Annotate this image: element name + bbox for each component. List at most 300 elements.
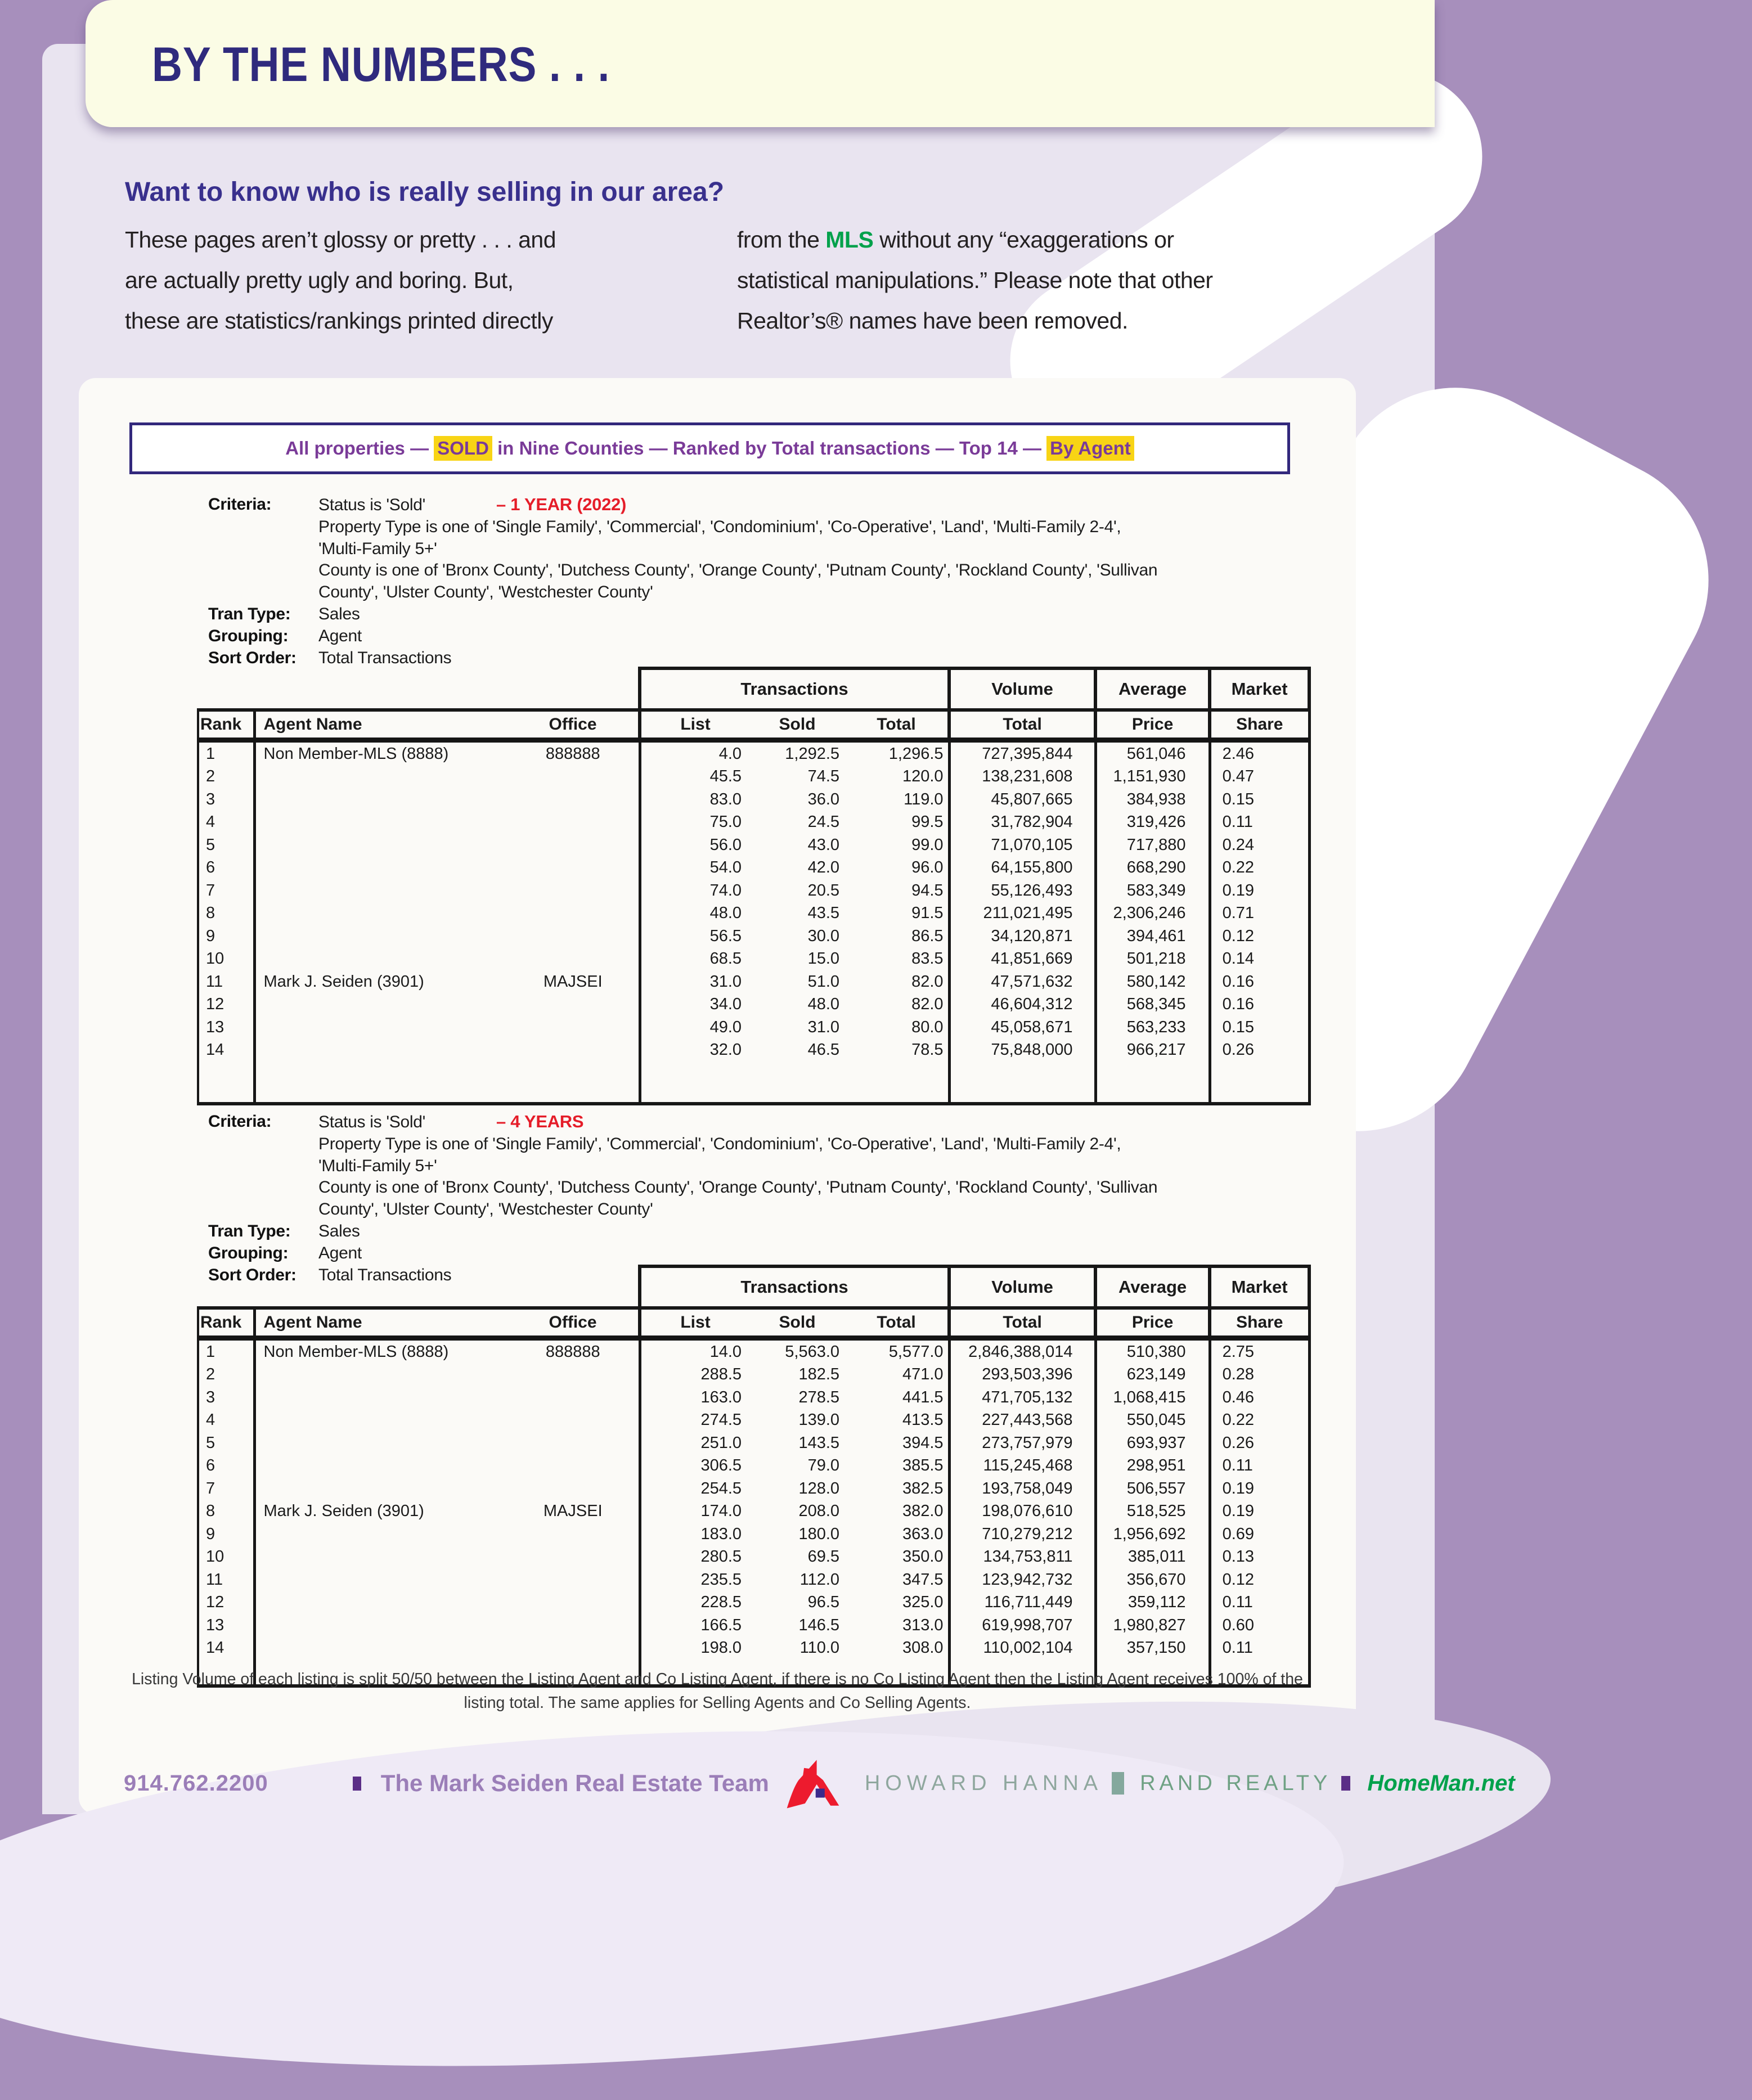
report-panel bbox=[79, 378, 1515, 1814]
tran-type-value: Sales bbox=[318, 604, 360, 623]
report-banner: All properties — SOLD in Nine Counties — Ranked by Total transactions — Top 14 — By Agent bbox=[129, 422, 1290, 474]
sold-cell: 43.0 bbox=[807, 835, 840, 854]
col-header-agent-name: Agent Name bbox=[254, 710, 507, 740]
table-row bbox=[198, 1591, 1309, 1615]
total-cell: 82.0 bbox=[911, 972, 944, 991]
price-cell: 561,046 bbox=[1095, 740, 1210, 766]
rank-cell: 8 bbox=[198, 1500, 254, 1523]
office-cell bbox=[507, 1364, 640, 1387]
phone-number: 914.762.2200 bbox=[124, 1770, 268, 1796]
col-header-rank: Rank bbox=[198, 710, 254, 740]
price-cell: 668,290 bbox=[1095, 857, 1210, 880]
share-cell: 0.22 bbox=[1210, 857, 1309, 880]
agent-name-cell bbox=[254, 902, 507, 925]
volume-cell: 46,604,312 bbox=[949, 993, 1095, 1017]
col-header-price: Price bbox=[1095, 1308, 1210, 1338]
price-cell: 298,951 bbox=[1095, 1455, 1210, 1478]
price-cell: 1,956,692 bbox=[1095, 1523, 1210, 1546]
criteria-label: Criteria: bbox=[208, 1112, 272, 1131]
volume-cell: 211,021,495 bbox=[949, 902, 1095, 925]
agent-name-cell bbox=[254, 1591, 507, 1615]
share-cell: 0.13 bbox=[1210, 1546, 1309, 1569]
criteria-county: County is one of 'Bronx County', 'Dutchess County', 'Orange County', 'Putnam County', 'Rockland County', 'Sullivan bbox=[318, 561, 1158, 580]
price-cell: 501,218 bbox=[1095, 948, 1210, 971]
agent-name-cell bbox=[254, 857, 507, 880]
table-row bbox=[198, 1432, 1309, 1455]
table-row bbox=[198, 1338, 1309, 1364]
footnote-line: listing total. The same applies for Selling Agents and Co Selling Agents. bbox=[464, 1694, 971, 1712]
share-cell: 0.26 bbox=[1210, 1432, 1309, 1455]
volume-cell: 273,757,979 bbox=[949, 1432, 1095, 1455]
price-cell: 1,068,415 bbox=[1095, 1386, 1210, 1409]
volume-cell: 31,782,904 bbox=[949, 811, 1095, 834]
group-header-volume: Volume bbox=[949, 668, 1095, 710]
rank-cell: 13 bbox=[198, 1614, 254, 1637]
col-header-rank: Rank bbox=[198, 1308, 254, 1338]
criteria-county: County', 'Ulster County', 'Westchester County' bbox=[318, 1200, 653, 1219]
share-cell: 0.11 bbox=[1210, 1591, 1309, 1615]
table-row bbox=[198, 834, 1309, 857]
sold-cell: 1,292.5 bbox=[785, 744, 840, 763]
list-cell: 74.0 bbox=[640, 879, 749, 902]
list-cell: 183.0 bbox=[640, 1523, 749, 1546]
rankings-table-4-years bbox=[197, 1265, 1311, 1688]
share-cell: 0.11 bbox=[1210, 1455, 1309, 1478]
highlight-by-agent: By Agent bbox=[1046, 436, 1134, 461]
col-header-agent-name: Agent Name bbox=[254, 1308, 507, 1338]
share-cell: 2.46 bbox=[1210, 740, 1309, 766]
list-cell: 4.0 bbox=[640, 740, 749, 766]
volume-cell: 193,758,049 bbox=[949, 1477, 1095, 1500]
group-header-volume: Volume bbox=[949, 1266, 1095, 1308]
criteria-block-1 bbox=[208, 494, 1157, 669]
share-cell: 0.46 bbox=[1210, 1386, 1309, 1409]
volume-cell: 55,126,493 bbox=[949, 879, 1095, 902]
sold-cell: 128.0 bbox=[798, 1479, 840, 1498]
sold-cell: 30.0 bbox=[807, 927, 840, 945]
share-cell: 0.14 bbox=[1210, 948, 1309, 971]
sold-cell: 51.0 bbox=[807, 972, 840, 991]
agent-name-cell bbox=[254, 1614, 507, 1637]
square-separator-icon bbox=[353, 1777, 361, 1791]
list-cell: 174.0 bbox=[640, 1500, 749, 1523]
col-header-list: List bbox=[640, 710, 749, 740]
list-cell: 163.0 bbox=[640, 1386, 749, 1409]
list-cell: 68.5 bbox=[640, 948, 749, 971]
criteria-label: Criteria: bbox=[208, 495, 272, 514]
share-cell: 0.11 bbox=[1210, 1637, 1309, 1660]
grouping-label: Grouping: bbox=[208, 1243, 289, 1262]
list-cell: 288.5 bbox=[640, 1364, 749, 1387]
price-cell: 359,112 bbox=[1095, 1591, 1210, 1615]
price-cell: 568,345 bbox=[1095, 993, 1210, 1017]
rank-cell: 2 bbox=[198, 766, 254, 789]
criteria-period: – 4 YEARS bbox=[496, 1112, 584, 1131]
office-cell bbox=[507, 925, 640, 948]
volume-cell: 64,155,800 bbox=[949, 857, 1095, 880]
total-cell: 382.0 bbox=[902, 1502, 944, 1521]
rank-cell: 4 bbox=[198, 811, 254, 834]
office-cell: 888888 bbox=[545, 1342, 600, 1361]
list-cell: 14.0 bbox=[640, 1338, 749, 1364]
table-row bbox=[198, 740, 1309, 766]
sold-cell: 69.5 bbox=[807, 1548, 840, 1566]
rank-cell: 8 bbox=[198, 902, 254, 925]
col-header-sold: Sold bbox=[749, 710, 845, 740]
sold-cell: 278.5 bbox=[798, 1388, 840, 1406]
sold-cell: 46.5 bbox=[807, 1041, 840, 1059]
total-cell: 382.5 bbox=[902, 1479, 944, 1498]
list-cell: 228.5 bbox=[640, 1591, 749, 1615]
tran-type-value: Sales bbox=[318, 1221, 360, 1240]
office-cell bbox=[507, 1614, 640, 1637]
total-cell: 119.0 bbox=[904, 790, 944, 808]
total-cell: 78.5 bbox=[911, 1041, 944, 1059]
list-cell: 166.5 bbox=[640, 1614, 749, 1637]
table-row bbox=[198, 925, 1309, 948]
office-cell bbox=[507, 1016, 640, 1039]
brand-howard-hanna: HOWARD HANNA bbox=[864, 1771, 1103, 1795]
group-header-spacer bbox=[198, 668, 640, 710]
square-separator-icon bbox=[1341, 1776, 1350, 1791]
table-row bbox=[198, 1637, 1309, 1660]
volume-cell: 123,942,732 bbox=[949, 1568, 1095, 1591]
agent-name-cell: Non Member-MLS (8888) bbox=[254, 1338, 507, 1364]
intro-line: these are statistics/rankings printed directly bbox=[125, 308, 553, 334]
agent-name-cell bbox=[254, 1364, 507, 1387]
office-cell bbox=[507, 788, 640, 811]
total-cell: 91.5 bbox=[911, 904, 944, 923]
office-cell: MAJSEI bbox=[543, 1502, 603, 1521]
total-cell: 120.0 bbox=[902, 767, 944, 786]
price-cell: 563,233 bbox=[1095, 1016, 1210, 1039]
share-cell: 0.16 bbox=[1210, 993, 1309, 1017]
total-cell: 350.0 bbox=[902, 1548, 944, 1566]
agent-name-cell bbox=[254, 948, 507, 971]
volume-cell: 471,705,132 bbox=[949, 1386, 1095, 1409]
group-header-spacer bbox=[198, 1266, 640, 1308]
agent-name-cell bbox=[254, 993, 507, 1017]
intro-line: These pages aren’t glossy or pretty . . . and bbox=[125, 227, 556, 253]
agent-name-cell bbox=[254, 811, 507, 834]
total-cell: 99.5 bbox=[911, 813, 944, 831]
list-cell: 75.0 bbox=[640, 811, 749, 834]
price-cell: 319,426 bbox=[1095, 811, 1210, 834]
criteria-county: County is one of 'Bronx County', 'Dutchess County', 'Orange County', 'Putnam County', 'Rockland County', 'Sullivan bbox=[318, 1178, 1158, 1197]
price-cell: 623,149 bbox=[1095, 1364, 1210, 1387]
table-row bbox=[198, 993, 1309, 1017]
rank-cell: 6 bbox=[198, 1455, 254, 1478]
group-header-transactions: Transactions bbox=[640, 668, 949, 710]
col-header-total: Total bbox=[845, 1308, 949, 1338]
office-cell bbox=[507, 1432, 640, 1455]
list-cell: 235.5 bbox=[640, 1568, 749, 1591]
office-cell bbox=[507, 811, 640, 834]
group-header-transactions: Transactions bbox=[640, 1266, 949, 1308]
list-cell: 49.0 bbox=[640, 1016, 749, 1039]
criteria-property-type: Property Type is one of 'Single Family', 'Commercial', 'Condominium', 'Co-Operative', 'Land', 'Multi-Family 2-4', bbox=[318, 517, 1121, 536]
sold-cell: 20.5 bbox=[807, 881, 840, 900]
table-row bbox=[198, 1500, 1309, 1523]
header-band bbox=[86, 0, 1435, 127]
agent-name-cell bbox=[254, 1568, 507, 1591]
list-cell: 56.0 bbox=[640, 834, 749, 857]
table-row bbox=[198, 970, 1309, 993]
rank-cell: 9 bbox=[198, 1523, 254, 1546]
office-cell bbox=[507, 1409, 640, 1432]
agent-name-cell bbox=[254, 925, 507, 948]
table-row bbox=[198, 1409, 1309, 1432]
list-cell: 274.5 bbox=[640, 1409, 749, 1432]
price-cell: 385,011 bbox=[1095, 1546, 1210, 1569]
criteria-property-type: Property Type is one of 'Single Family', 'Commercial', 'Condominium', 'Co-Operative', 'Land', 'Multi-Family 2-4', bbox=[318, 1134, 1121, 1153]
sold-cell: 15.0 bbox=[807, 950, 840, 968]
price-cell: 1,151,930 bbox=[1095, 766, 1210, 789]
table-row bbox=[198, 902, 1309, 925]
list-cell: 54.0 bbox=[640, 857, 749, 880]
table-row bbox=[198, 766, 1309, 789]
grouping-value: Agent bbox=[318, 1243, 362, 1262]
agent-name-cell bbox=[254, 1455, 507, 1478]
sort-order-label: Sort Order: bbox=[208, 1265, 297, 1284]
total-cell: 347.5 bbox=[902, 1570, 944, 1589]
share-cell: 0.24 bbox=[1210, 834, 1309, 857]
table-row bbox=[198, 811, 1309, 834]
office-cell bbox=[507, 1477, 640, 1500]
rank-cell: 3 bbox=[198, 1386, 254, 1409]
footnote-line: Listing Volume of each listing is split 50/50 between the Listing Agent and Co Listing Agent, if there is no Co Listing Agent then the Listing Agent receives 100% of the bbox=[132, 1670, 1303, 1688]
sold-cell: 48.0 bbox=[807, 995, 840, 1014]
agent-name-cell bbox=[254, 788, 507, 811]
grouping-value: Agent bbox=[318, 626, 362, 645]
sold-cell: 146.5 bbox=[798, 1616, 840, 1634]
price-cell: 966,217 bbox=[1095, 1039, 1210, 1062]
rank-cell: 5 bbox=[198, 834, 254, 857]
table-row bbox=[198, 948, 1309, 971]
intro-heading: Want to know who is really selling in our area? bbox=[125, 177, 725, 207]
volume-cell: 34,120,871 bbox=[949, 925, 1095, 948]
total-cell: 325.0 bbox=[902, 1593, 944, 1612]
rank-cell: 3 bbox=[198, 788, 254, 811]
share-cell: 2.75 bbox=[1210, 1338, 1309, 1364]
list-cell: 254.5 bbox=[640, 1477, 749, 1500]
office-cell bbox=[507, 993, 640, 1017]
share-cell: 0.11 bbox=[1210, 811, 1309, 834]
brand-homeman: HomeMan.net bbox=[1367, 1770, 1515, 1796]
price-cell: 583,349 bbox=[1095, 879, 1210, 902]
share-cell: 0.71 bbox=[1210, 902, 1309, 925]
total-cell: 96.0 bbox=[911, 858, 944, 877]
sold-cell: 182.5 bbox=[798, 1365, 840, 1384]
rank-cell: 6 bbox=[198, 857, 254, 880]
rank-cell: 11 bbox=[198, 1568, 254, 1591]
office-cell bbox=[507, 1591, 640, 1615]
sold-cell: 43.5 bbox=[807, 904, 840, 923]
agent-name-cell bbox=[254, 1546, 507, 1569]
total-cell: 471.0 bbox=[902, 1365, 944, 1384]
office-cell bbox=[507, 948, 640, 971]
sold-cell: 31.0 bbox=[807, 1018, 840, 1036]
rank-cell: 1 bbox=[198, 1338, 254, 1364]
volume-cell: 134,753,811 bbox=[949, 1546, 1095, 1569]
share-cell: 0.15 bbox=[1210, 788, 1309, 811]
criteria-status: Status is 'Sold' bbox=[318, 496, 426, 514]
rank-cell: 14 bbox=[198, 1039, 254, 1062]
total-cell: 413.5 bbox=[902, 1411, 944, 1429]
list-cell: 56.5 bbox=[640, 925, 749, 948]
volume-cell: 71,070,105 bbox=[949, 834, 1095, 857]
brand-rand-realty: RAND REALTY bbox=[1140, 1771, 1332, 1795]
office-cell: MAJSEI bbox=[543, 972, 603, 991]
share-cell: 0.15 bbox=[1210, 1016, 1309, 1039]
criteria-property-type: 'Multi-Family 5+' bbox=[318, 1156, 437, 1175]
list-cell: 280.5 bbox=[640, 1546, 749, 1569]
col-header-total: Total bbox=[845, 710, 949, 740]
bar-separator-icon bbox=[1112, 1772, 1124, 1795]
group-header-market: Market bbox=[1210, 1266, 1309, 1308]
intro-line: from the MLS without any “exaggerations or bbox=[737, 227, 1174, 253]
list-cell: 31.0 bbox=[640, 970, 749, 993]
total-cell: 83.5 bbox=[911, 950, 944, 968]
sold-cell: 110.0 bbox=[799, 1639, 840, 1657]
mls-text: MLS bbox=[825, 227, 874, 253]
team-name: The Mark Seiden Real Estate Team bbox=[380, 1770, 769, 1796]
criteria-block-2 bbox=[208, 1111, 1157, 1286]
price-cell: 506,557 bbox=[1095, 1477, 1210, 1500]
price-cell: 2,306,246 bbox=[1095, 902, 1210, 925]
agent-name-cell bbox=[254, 834, 507, 857]
agent-name-cell bbox=[254, 1409, 507, 1432]
rank-cell: 13 bbox=[198, 1016, 254, 1039]
total-cell: 94.5 bbox=[911, 881, 944, 900]
total-cell: 313.0 bbox=[902, 1616, 944, 1634]
sold-cell: 139.0 bbox=[798, 1411, 840, 1429]
price-cell: 717,880 bbox=[1095, 834, 1210, 857]
rank-cell: 2 bbox=[198, 1364, 254, 1387]
list-cell: 32.0 bbox=[640, 1039, 749, 1062]
agent-name-cell bbox=[254, 1432, 507, 1455]
rank-cell: 12 bbox=[198, 993, 254, 1017]
price-cell: 384,938 bbox=[1095, 788, 1210, 811]
table-filler-row bbox=[198, 1062, 1309, 1104]
office-cell bbox=[507, 857, 640, 880]
list-cell: 45.5 bbox=[640, 766, 749, 789]
office-cell bbox=[507, 766, 640, 789]
table-row bbox=[198, 1386, 1309, 1409]
rank-cell: 11 bbox=[198, 970, 254, 993]
list-cell: 34.0 bbox=[640, 993, 749, 1017]
office-cell bbox=[507, 1637, 640, 1660]
intro-line: Realtor’s® names have been removed. bbox=[737, 308, 1128, 334]
share-cell: 0.12 bbox=[1210, 1568, 1309, 1591]
rank-cell: 7 bbox=[198, 879, 254, 902]
share-cell: 0.28 bbox=[1210, 1364, 1309, 1387]
sold-cell: 5,563.0 bbox=[785, 1342, 840, 1361]
col-header-price: Price bbox=[1095, 710, 1210, 740]
sold-cell: 74.5 bbox=[807, 767, 840, 786]
price-cell: 518,525 bbox=[1095, 1500, 1210, 1523]
office-cell bbox=[507, 1386, 640, 1409]
tran-type-label: Tran Type: bbox=[208, 604, 291, 623]
price-cell: 357,150 bbox=[1095, 1637, 1210, 1660]
col-header-volume-total: Total bbox=[949, 1308, 1095, 1338]
price-cell: 1,980,827 bbox=[1095, 1614, 1210, 1637]
office-cell bbox=[507, 879, 640, 902]
agent-name-cell: Mark J. Seiden (3901) bbox=[254, 970, 507, 993]
table-row bbox=[198, 1455, 1309, 1478]
agent-name-cell bbox=[254, 1016, 507, 1039]
col-header-share: Share bbox=[1210, 710, 1309, 740]
rank-cell: 14 bbox=[198, 1637, 254, 1660]
criteria-status: Status is 'Sold' bbox=[318, 1113, 426, 1131]
agent-name-cell bbox=[254, 766, 507, 789]
rank-cell: 5 bbox=[198, 1432, 254, 1455]
total-cell: 441.5 bbox=[902, 1388, 944, 1406]
share-cell: 0.69 bbox=[1210, 1523, 1309, 1546]
table-row bbox=[198, 1039, 1309, 1062]
agent-name-cell bbox=[254, 1523, 507, 1546]
sold-cell: 36.0 bbox=[807, 790, 840, 808]
red-house-logo-icon bbox=[784, 1756, 842, 1810]
intro-right-column bbox=[737, 219, 1213, 341]
agent-name-cell: Mark J. Seiden (3901) bbox=[254, 1500, 507, 1523]
price-cell: 510,380 bbox=[1095, 1338, 1210, 1364]
office-cell bbox=[507, 1568, 640, 1591]
price-cell: 693,937 bbox=[1095, 1432, 1210, 1455]
volume-cell: 2,846,388,014 bbox=[949, 1338, 1095, 1364]
office-cell bbox=[507, 902, 640, 925]
volume-cell: 116,711,449 bbox=[949, 1591, 1095, 1615]
share-cell: 0.19 bbox=[1210, 1477, 1309, 1500]
footnote bbox=[79, 1667, 1356, 1715]
table-row bbox=[198, 1016, 1309, 1039]
total-cell: 308.0 bbox=[902, 1639, 944, 1657]
share-cell: 0.60 bbox=[1210, 1614, 1309, 1637]
share-cell: 0.26 bbox=[1210, 1039, 1309, 1062]
share-cell: 0.22 bbox=[1210, 1409, 1309, 1432]
list-cell: 83.0 bbox=[640, 788, 749, 811]
price-cell: 550,045 bbox=[1095, 1409, 1210, 1432]
col-header-office: Office bbox=[507, 710, 640, 740]
col-header-list: List bbox=[640, 1308, 749, 1338]
office-cell bbox=[507, 1523, 640, 1546]
share-cell: 0.19 bbox=[1210, 879, 1309, 902]
rankings-table-1-year bbox=[197, 667, 1311, 1105]
criteria-property-type: 'Multi-Family 5+' bbox=[318, 539, 437, 558]
sold-cell: 112.0 bbox=[799, 1570, 840, 1589]
criteria-period: – 1 YEAR (2022) bbox=[496, 494, 626, 514]
col-header-volume-total: Total bbox=[949, 710, 1095, 740]
table-row bbox=[198, 1546, 1309, 1569]
price-cell: 580,142 bbox=[1095, 970, 1210, 993]
tran-type-label: Tran Type: bbox=[208, 1221, 291, 1240]
page-title: BY THE NUMBERS . . . bbox=[152, 38, 610, 92]
list-cell: 198.0 bbox=[640, 1637, 749, 1660]
volume-cell: 75,848,000 bbox=[949, 1039, 1095, 1062]
sold-cell: 208.0 bbox=[798, 1502, 840, 1521]
volume-cell: 110,002,104 bbox=[949, 1637, 1095, 1660]
col-header-share: Share bbox=[1210, 1308, 1309, 1338]
intro-left-column bbox=[125, 219, 556, 341]
sold-cell: 143.5 bbox=[798, 1433, 840, 1452]
agent-name-cell bbox=[254, 1637, 507, 1660]
table-row bbox=[198, 1477, 1309, 1500]
agent-name-cell: Non Member-MLS (8888) bbox=[254, 740, 507, 766]
group-header-average: Average bbox=[1095, 668, 1210, 710]
rank-cell: 10 bbox=[198, 948, 254, 971]
group-header-market: Market bbox=[1210, 668, 1309, 710]
criteria-county: County', 'Ulster County', 'Westchester County' bbox=[318, 583, 653, 602]
